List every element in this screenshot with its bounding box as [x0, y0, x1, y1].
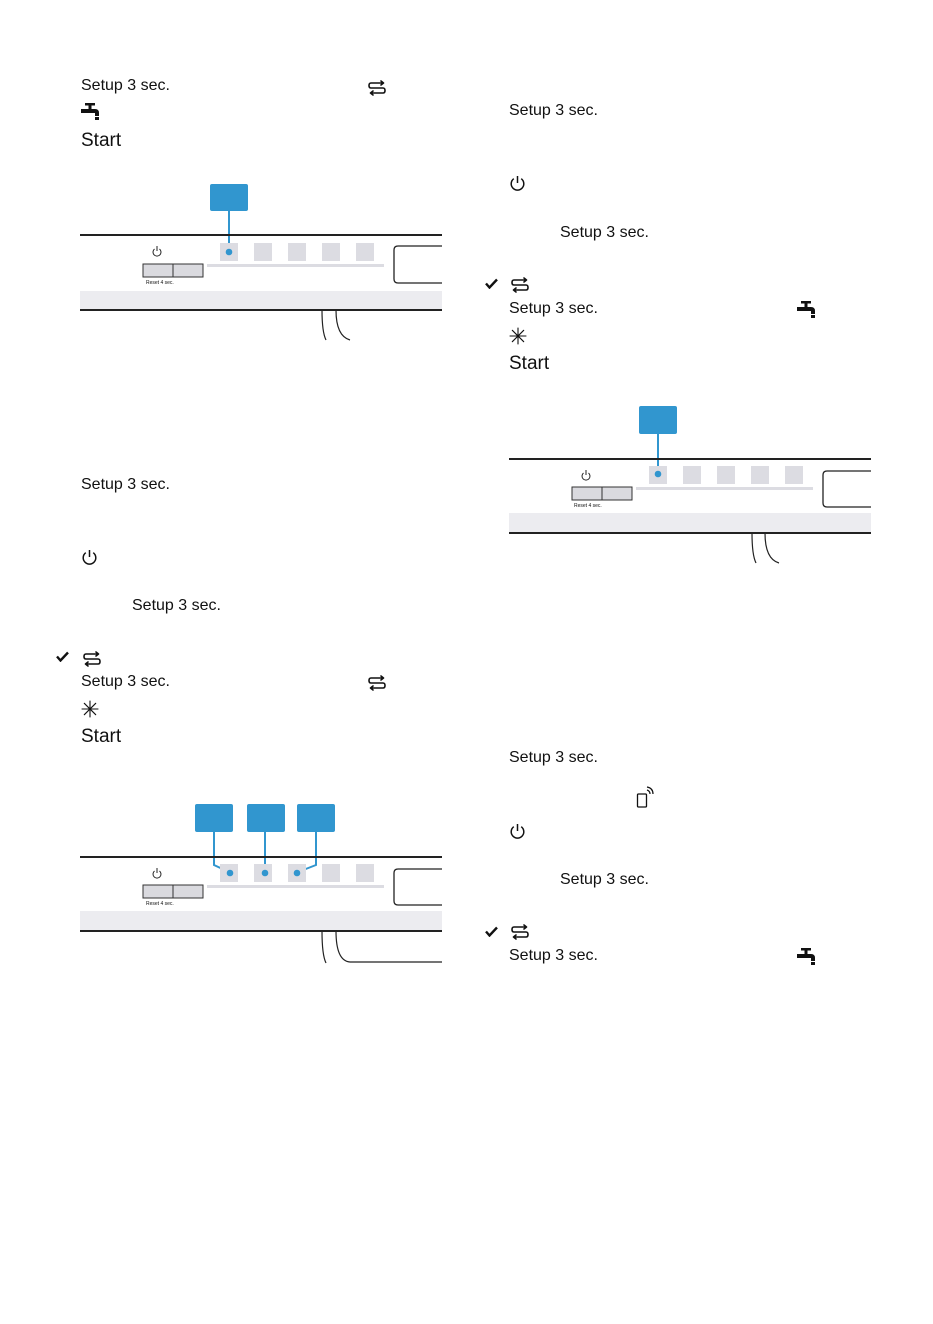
reset-button-label: Reset 4 sec.	[146, 280, 174, 286]
reset-button-label: Reset 4 sec.	[574, 503, 602, 509]
callout-box	[639, 406, 677, 434]
start-label: Start	[509, 353, 550, 374]
setup-label: Setup 3 sec.	[81, 673, 170, 690]
rinse-cycle-icon	[511, 924, 529, 940]
rinse-cycle-icon	[368, 80, 386, 96]
setup-label: Setup 3 sec.	[509, 300, 598, 317]
power-icon	[582, 470, 590, 480]
callout-box	[247, 804, 285, 832]
checkmark-icon	[485, 926, 498, 937]
setup-label: Setup 3 sec.	[509, 749, 598, 766]
rinse-cycle-icon	[368, 675, 386, 691]
start-label: Start	[81, 726, 122, 747]
power-icon	[509, 175, 526, 192]
setup-label: Setup 3 sec.	[560, 871, 649, 888]
setup-label: Setup 3 sec.	[509, 102, 598, 119]
checkmark-icon	[485, 278, 498, 289]
water-tap-icon	[81, 103, 103, 121]
reset-button-label: Reset 4 sec.	[146, 901, 174, 907]
setup-label: Setup 3 sec.	[81, 476, 170, 493]
sparkle-icon	[81, 700, 99, 718]
control-panel-illustration	[80, 182, 442, 344]
rinse-cycle-icon	[83, 651, 101, 667]
setup-label: Setup 3 sec.	[509, 947, 598, 964]
power-icon	[81, 549, 98, 566]
water-tap-icon	[797, 948, 819, 966]
remote-start-icon	[636, 786, 656, 808]
power-icon	[509, 823, 526, 840]
sparkle-icon	[509, 327, 527, 345]
checkmark-icon	[56, 651, 69, 662]
control-panel-illustration	[509, 405, 871, 567]
rinse-cycle-icon	[511, 277, 529, 293]
power-icon	[153, 868, 161, 878]
water-tap-icon	[797, 301, 819, 319]
callout-box	[297, 804, 335, 832]
start-label: Start	[81, 130, 122, 151]
setup-label: Setup 3 sec.	[560, 224, 649, 241]
power-icon	[153, 246, 161, 256]
callout-box	[210, 184, 248, 211]
setup-label: Setup 3 sec.	[81, 77, 170, 94]
setup-label: Setup 3 sec.	[132, 597, 221, 614]
callout-box	[195, 804, 233, 832]
control-panel-illustration	[80, 803, 442, 965]
